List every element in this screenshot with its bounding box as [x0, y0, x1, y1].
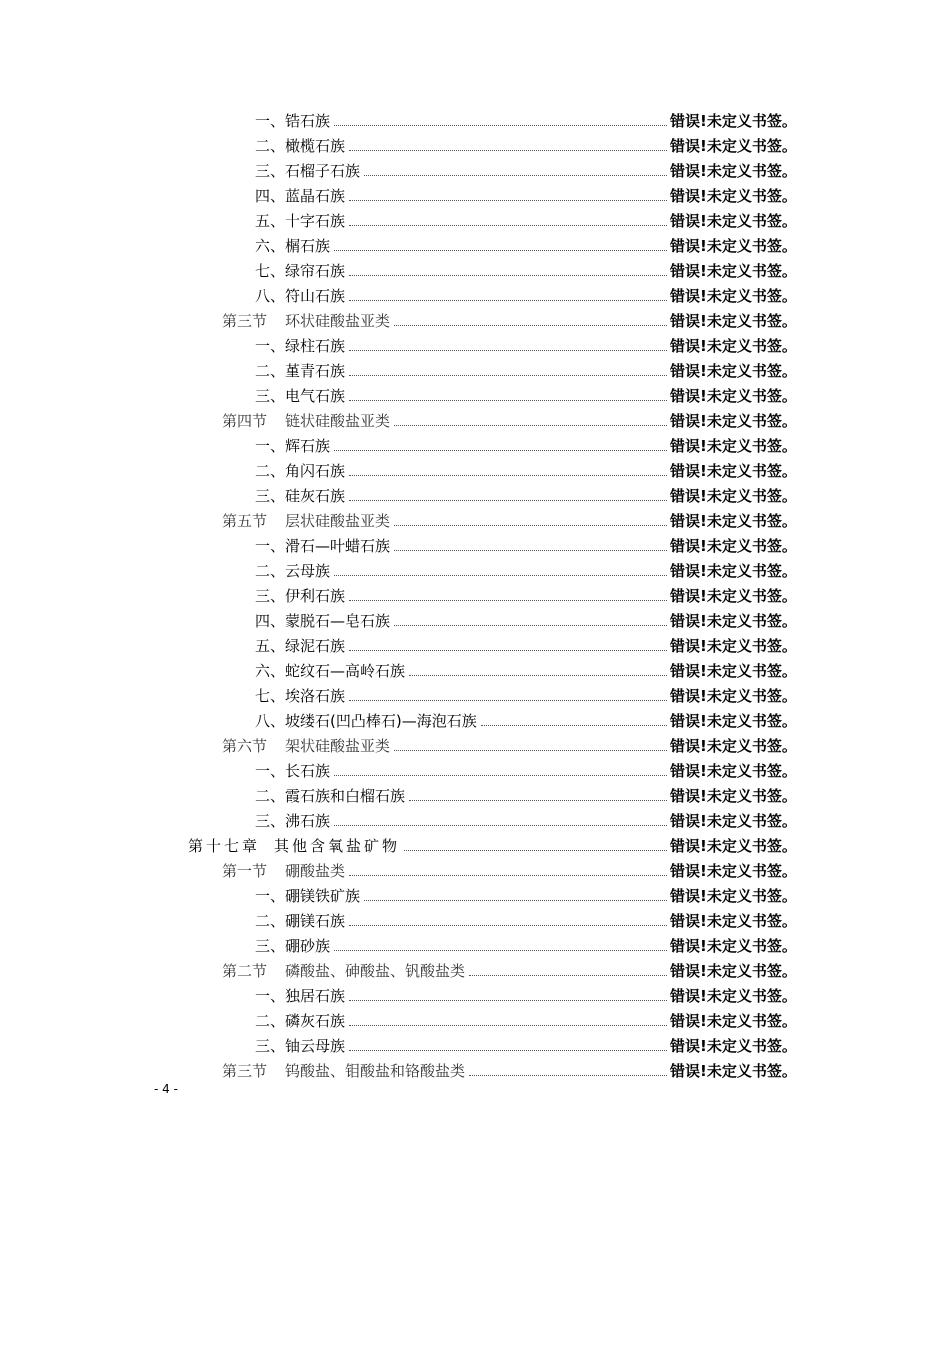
toc-dot-leader [349, 224, 667, 226]
toc-entry-page-ref: 错误!未定义书签。 [670, 1062, 797, 1080]
toc-entry-page-ref: 错误!未定义书签。 [670, 262, 797, 280]
toc-entry[interactable] [0, 333, 952, 358]
toc-entry-page-ref: 错误!未定义书签。 [670, 512, 797, 530]
toc-entry-page-ref: 错误!未定义书签。 [670, 887, 797, 905]
toc-dot-leader [349, 924, 667, 926]
toc-entry-title: 硼镁石族 [285, 912, 346, 930]
toc-entry-page-ref: 错误!未定义书签。 [670, 737, 797, 755]
toc-dot-leader [409, 674, 667, 676]
toc-entry-title: 蛇纹石—高岭石族 [285, 662, 406, 680]
toc-entry-page-ref: 错误!未定义书签。 [670, 562, 797, 580]
toc-entry-page-ref: 错误!未定义书签。 [670, 787, 797, 805]
toc-entry[interactable] [0, 283, 952, 308]
toc-entry[interactable] [0, 1058, 952, 1083]
toc-entry-title: 沸石族 [285, 812, 331, 830]
toc-entry-heading [0, 410, 390, 431]
toc-entry-number: 第一节 [222, 862, 268, 880]
toc-entry-heading [0, 185, 345, 206]
toc-entry-title: 云母族 [285, 562, 331, 580]
toc-entry-heading [0, 635, 345, 656]
toc-entry[interactable] [0, 1008, 952, 1033]
toc-entry-page-ref: 错误!未定义书签。 [670, 1037, 797, 1055]
toc-entry[interactable] [0, 458, 952, 483]
toc-dot-leader [349, 649, 667, 651]
toc-dot-leader [394, 524, 667, 526]
toc-entry-heading [0, 785, 405, 806]
toc-entry[interactable] [0, 408, 952, 433]
toc-entry-title: 角闪石族 [285, 462, 346, 480]
toc-entry-page-ref: 错误!未定义书签。 [670, 112, 797, 130]
toc-entry-heading [0, 285, 345, 306]
toc-entry-title: 层状硅酸盐亚类 [285, 512, 391, 530]
toc-entry-heading [0, 835, 400, 856]
toc-dot-leader [349, 349, 667, 351]
toc-entry-title: 架状硅酸盐亚类 [285, 737, 391, 755]
toc-entry-number: 三、 [255, 587, 286, 605]
toc-dot-leader [349, 999, 667, 1001]
toc-entry-title: 磷灰石族 [285, 1012, 346, 1030]
toc-entry-heading [0, 1060, 465, 1081]
toc-entry-page-ref: 错误!未定义书签。 [670, 712, 797, 730]
toc-entry-heading [0, 135, 345, 156]
toc-entry[interactable] [0, 658, 952, 683]
toc-dot-leader [394, 424, 667, 426]
toc-entry[interactable] [0, 158, 952, 183]
toc-entry-number: 二、 [255, 787, 286, 805]
toc-entry[interactable] [0, 908, 952, 933]
toc-entry-title: 链状硅酸盐亚类 [285, 412, 391, 430]
toc-entry[interactable] [0, 133, 952, 158]
toc-entry-number: 第四节 [222, 412, 268, 430]
toc-entry-number: 八、 [255, 712, 286, 730]
page-number: - 4 - [154, 1082, 178, 1096]
toc-entry[interactable] [0, 208, 952, 233]
toc-entry[interactable] [0, 533, 952, 558]
toc-dot-leader [349, 699, 667, 701]
toc-entry-page-ref: 错误!未定义书签。 [670, 462, 797, 480]
toc-entry-title: 滑石—叶蜡石族 [285, 537, 391, 555]
toc-entry-title: 橄榄石族 [285, 137, 346, 155]
toc-entry-number: 二、 [255, 912, 286, 930]
toc-entry-page-ref: 错误!未定义书签。 [670, 412, 797, 430]
toc-entry[interactable] [0, 833, 952, 858]
toc-entry-heading [0, 385, 345, 406]
toc-entry-title: 辉石族 [285, 437, 331, 455]
toc-entry-number: 第三节 [222, 312, 268, 330]
toc-entry-title: 铀云母族 [285, 1037, 346, 1055]
toc-entry[interactable] [0, 383, 952, 408]
toc-entry-heading [0, 160, 360, 181]
toc-entry-heading [0, 735, 390, 756]
toc-entry-title: 蒙脱石—皂石族 [285, 612, 391, 630]
toc-entry-page-ref: 错误!未定义书签。 [670, 537, 797, 555]
toc-entry-page-ref: 错误!未定义书签。 [670, 137, 797, 155]
toc-entry-heading [0, 335, 345, 356]
toc-entry-page-ref: 错误!未定义书签。 [670, 837, 797, 855]
toc-entry-heading [0, 485, 345, 506]
toc-dot-leader [334, 774, 667, 776]
toc-entry-title: 硼镁铁矿族 [285, 887, 361, 905]
toc-entry-number: 二、 [255, 562, 286, 580]
toc-entry-title: 埃洛石族 [285, 687, 346, 705]
toc-entry[interactable] [0, 558, 952, 583]
toc-entry-number: 四、 [255, 187, 286, 205]
toc-entry[interactable] [0, 308, 952, 333]
toc-entry-heading [0, 460, 345, 481]
toc-entry-heading [0, 360, 345, 381]
toc-entry-number: 二、 [255, 362, 286, 380]
toc-entry-page-ref: 错误!未定义书签。 [670, 812, 797, 830]
toc-entry-title: 石榴子石族 [285, 162, 361, 180]
toc-entry-number: 第六节 [222, 737, 268, 755]
toc-dot-leader [334, 249, 667, 251]
toc-entry-title: 十字石族 [285, 212, 346, 230]
toc-entry-number: 七、 [255, 687, 286, 705]
toc-entry-heading [0, 1035, 345, 1056]
toc-dot-leader [349, 474, 667, 476]
toc-entry-page-ref: 错误!未定义书签。 [670, 212, 797, 230]
toc-entry[interactable] [0, 758, 952, 783]
toc-dot-leader [394, 624, 667, 626]
toc-entry-title: 硅灰石族 [285, 487, 346, 505]
toc-entry[interactable] [0, 433, 952, 458]
toc-entry-heading [0, 910, 345, 931]
toc-entry-heading [0, 260, 345, 281]
toc-dot-leader [349, 199, 667, 201]
toc-entry[interactable] [0, 358, 952, 383]
toc-entry-number: 八、 [255, 287, 286, 305]
toc-entry-number: 一、 [255, 437, 286, 455]
toc-entry-page-ref: 错误!未定义书签。 [670, 387, 797, 405]
toc-entry-heading [0, 585, 345, 606]
toc-entry-page-ref: 错误!未定义书签。 [670, 912, 797, 930]
toc-dot-leader [394, 749, 667, 751]
toc-entry-number: 一、 [255, 887, 286, 905]
toc-entry-page-ref: 错误!未定义书签。 [670, 237, 797, 255]
toc-entry-number: 三、 [255, 1037, 286, 1055]
toc-entry-title: 钨酸盐、钼酸盐和铬酸盐类 [285, 1062, 466, 1080]
toc-dot-leader [334, 949, 667, 951]
toc-entry-number: 三、 [255, 162, 286, 180]
toc-entry-number: 一、 [255, 537, 286, 555]
toc-entry-page-ref: 错误!未定义书签。 [670, 612, 797, 630]
toc-entry-number: 六、 [255, 237, 286, 255]
toc-entry-heading [0, 535, 390, 556]
toc-entry-page-ref: 错误!未定义书签。 [670, 187, 797, 205]
toc-entry-title: 独居石族 [285, 987, 346, 1005]
toc-entry-heading [0, 985, 345, 1006]
toc-dot-leader [481, 724, 667, 726]
toc-entry-page-ref: 错误!未定义书签。 [670, 662, 797, 680]
toc-dot-leader [349, 149, 667, 151]
toc-dot-leader [349, 599, 667, 601]
toc-entry[interactable] [0, 708, 952, 733]
toc-entry-page-ref: 错误!未定义书签。 [670, 587, 797, 605]
toc-dot-leader [349, 1049, 667, 1051]
toc-entry-number: 五、 [255, 212, 286, 230]
toc-dot-leader [364, 899, 667, 901]
toc-entry[interactable] [0, 958, 952, 983]
toc-entry-page-ref: 错误!未定义书签。 [670, 337, 797, 355]
toc-entry-page-ref: 错误!未定义书签。 [670, 962, 797, 980]
toc-entry-heading [0, 560, 330, 581]
toc-entry-heading [0, 435, 330, 456]
toc-entry-title: 环状硅酸盐亚类 [285, 312, 391, 330]
toc-entry-title: 硼砂族 [285, 937, 331, 955]
toc-entry-title: 榍石族 [285, 237, 331, 255]
toc-entry-heading [0, 885, 360, 906]
toc-entry-heading [0, 310, 390, 331]
toc-dot-leader [349, 499, 667, 501]
toc-entry-number: 四、 [255, 612, 286, 630]
toc-entry[interactable] [0, 108, 952, 133]
toc-dot-leader [364, 174, 667, 176]
toc-entry-number: 一、 [255, 987, 286, 1005]
toc-entry-title: 长石族 [285, 762, 331, 780]
toc-entry-heading [0, 1010, 345, 1031]
toc-dot-leader [469, 974, 667, 976]
toc-dot-leader [404, 849, 667, 851]
toc-dot-leader [334, 824, 667, 826]
toc-entry[interactable] [0, 883, 952, 908]
toc-entry-heading [0, 685, 345, 706]
toc-entry-page-ref: 错误!未定义书签。 [670, 312, 797, 330]
toc-entry-number: 六、 [255, 662, 286, 680]
toc-entry-number: 三、 [255, 387, 286, 405]
toc-dot-leader [349, 874, 667, 876]
toc-entry[interactable] [0, 783, 952, 808]
toc-entry-page-ref: 错误!未定义书签。 [670, 762, 797, 780]
toc-entry[interactable] [0, 983, 952, 1008]
toc-entry-heading [0, 810, 330, 831]
toc-dot-leader [349, 299, 667, 301]
toc-entry[interactable] [0, 858, 952, 883]
toc-entry-title: 绿柱石族 [285, 337, 346, 355]
toc-dot-leader [349, 399, 667, 401]
toc-entry-number: 三、 [255, 812, 286, 830]
toc-dot-leader [409, 799, 667, 801]
toc-entry-heading [0, 760, 330, 781]
toc-entry-page-ref: 错误!未定义书签。 [670, 862, 797, 880]
toc-entry[interactable] [0, 733, 952, 758]
toc-entry-number: 二、 [255, 1012, 286, 1030]
toc-entry-page-ref: 错误!未定义书签。 [670, 687, 797, 705]
toc-entry-number: 第二节 [222, 962, 268, 980]
toc-dot-leader [349, 374, 667, 376]
toc-dot-leader [349, 274, 667, 276]
toc-entry-heading [0, 510, 390, 531]
toc-entry-heading [0, 660, 405, 681]
toc-entry-page-ref: 错误!未定义书签。 [670, 162, 797, 180]
toc-entry-page-ref: 错误!未定义书签。 [670, 637, 797, 655]
toc-entry-number: 第三节 [222, 1062, 268, 1080]
toc-entry-heading [0, 710, 477, 731]
toc-entry-title: 绿泥石族 [285, 637, 346, 655]
toc-dot-leader [394, 549, 667, 551]
toc-entry-heading [0, 110, 330, 131]
toc-entry-number: 三、 [255, 937, 286, 955]
toc-entry-heading [0, 860, 345, 881]
toc-entry[interactable] [0, 633, 952, 658]
toc-entry[interactable] [0, 808, 952, 833]
toc-entry-title: 伊利石族 [285, 587, 346, 605]
toc-entry[interactable] [0, 508, 952, 533]
toc-entry-number: 一、 [255, 337, 286, 355]
toc-entry[interactable] [0, 483, 952, 508]
toc-dot-leader [334, 449, 667, 451]
toc-entry[interactable] [0, 258, 952, 283]
table-of-contents [0, 108, 952, 1083]
toc-dot-leader [334, 124, 667, 126]
toc-entry-number: 第五节 [222, 512, 268, 530]
toc-entry-heading [0, 210, 345, 231]
toc-entry-heading [0, 235, 330, 256]
toc-entry[interactable] [0, 183, 952, 208]
toc-entry-page-ref: 错误!未定义书签。 [670, 1012, 797, 1030]
toc-entry[interactable] [0, 608, 952, 633]
toc-dot-leader [394, 324, 667, 326]
toc-entry-page-ref: 错误!未定义书签。 [670, 937, 797, 955]
toc-dot-leader [334, 574, 667, 576]
toc-entry-title: 其他含氧盐矿物 [274, 837, 401, 855]
toc-entry-page-ref: 错误!未定义书签。 [670, 487, 797, 505]
toc-entry-title: 蓝晶石族 [285, 187, 346, 205]
toc-entry-title: 霞石族和白榴石族 [285, 787, 406, 805]
toc-dot-leader [349, 1024, 667, 1026]
toc-entry[interactable] [0, 683, 952, 708]
toc-entry-title: 电气石族 [285, 387, 346, 405]
toc-entry-number: 三、 [255, 487, 286, 505]
toc-entry-title: 锆石族 [285, 112, 331, 130]
toc-entry-page-ref: 错误!未定义书签。 [670, 987, 797, 1005]
toc-entry-title: 符山石族 [285, 287, 346, 305]
toc-entry-number: 一、 [255, 112, 286, 130]
toc-entry-title: 磷酸盐、砷酸盐、钒酸盐类 [285, 962, 466, 980]
toc-entry-page-ref: 错误!未定义书签。 [670, 437, 797, 455]
toc-entry-heading [0, 960, 465, 981]
toc-entry-number: 二、 [255, 137, 286, 155]
toc-entry-page-ref: 错误!未定义书签。 [670, 362, 797, 380]
toc-entry-title: 坡缕石(凹凸棒石)—海泡石族 [285, 712, 477, 730]
toc-entry[interactable] [0, 583, 952, 608]
toc-entry[interactable] [0, 233, 952, 258]
toc-entry-number: 五、 [255, 637, 286, 655]
toc-entry[interactable] [0, 1033, 952, 1058]
toc-entry-title: 堇青石族 [285, 362, 346, 380]
toc-entry-page-ref: 错误!未定义书签。 [670, 287, 797, 305]
toc-entry-number: 二、 [255, 462, 286, 480]
toc-entry-number: 第十七章 [188, 837, 261, 855]
toc-entry-heading [0, 610, 390, 631]
toc-dot-leader [469, 1074, 667, 1076]
toc-entry-number: 七、 [255, 262, 286, 280]
toc-entry-title: 绿帘石族 [285, 262, 346, 280]
toc-entry-title: 硼酸盐类 [285, 862, 346, 880]
toc-entry-heading [0, 935, 330, 956]
toc-entry[interactable] [0, 933, 952, 958]
toc-entry-number: 一、 [255, 762, 286, 780]
